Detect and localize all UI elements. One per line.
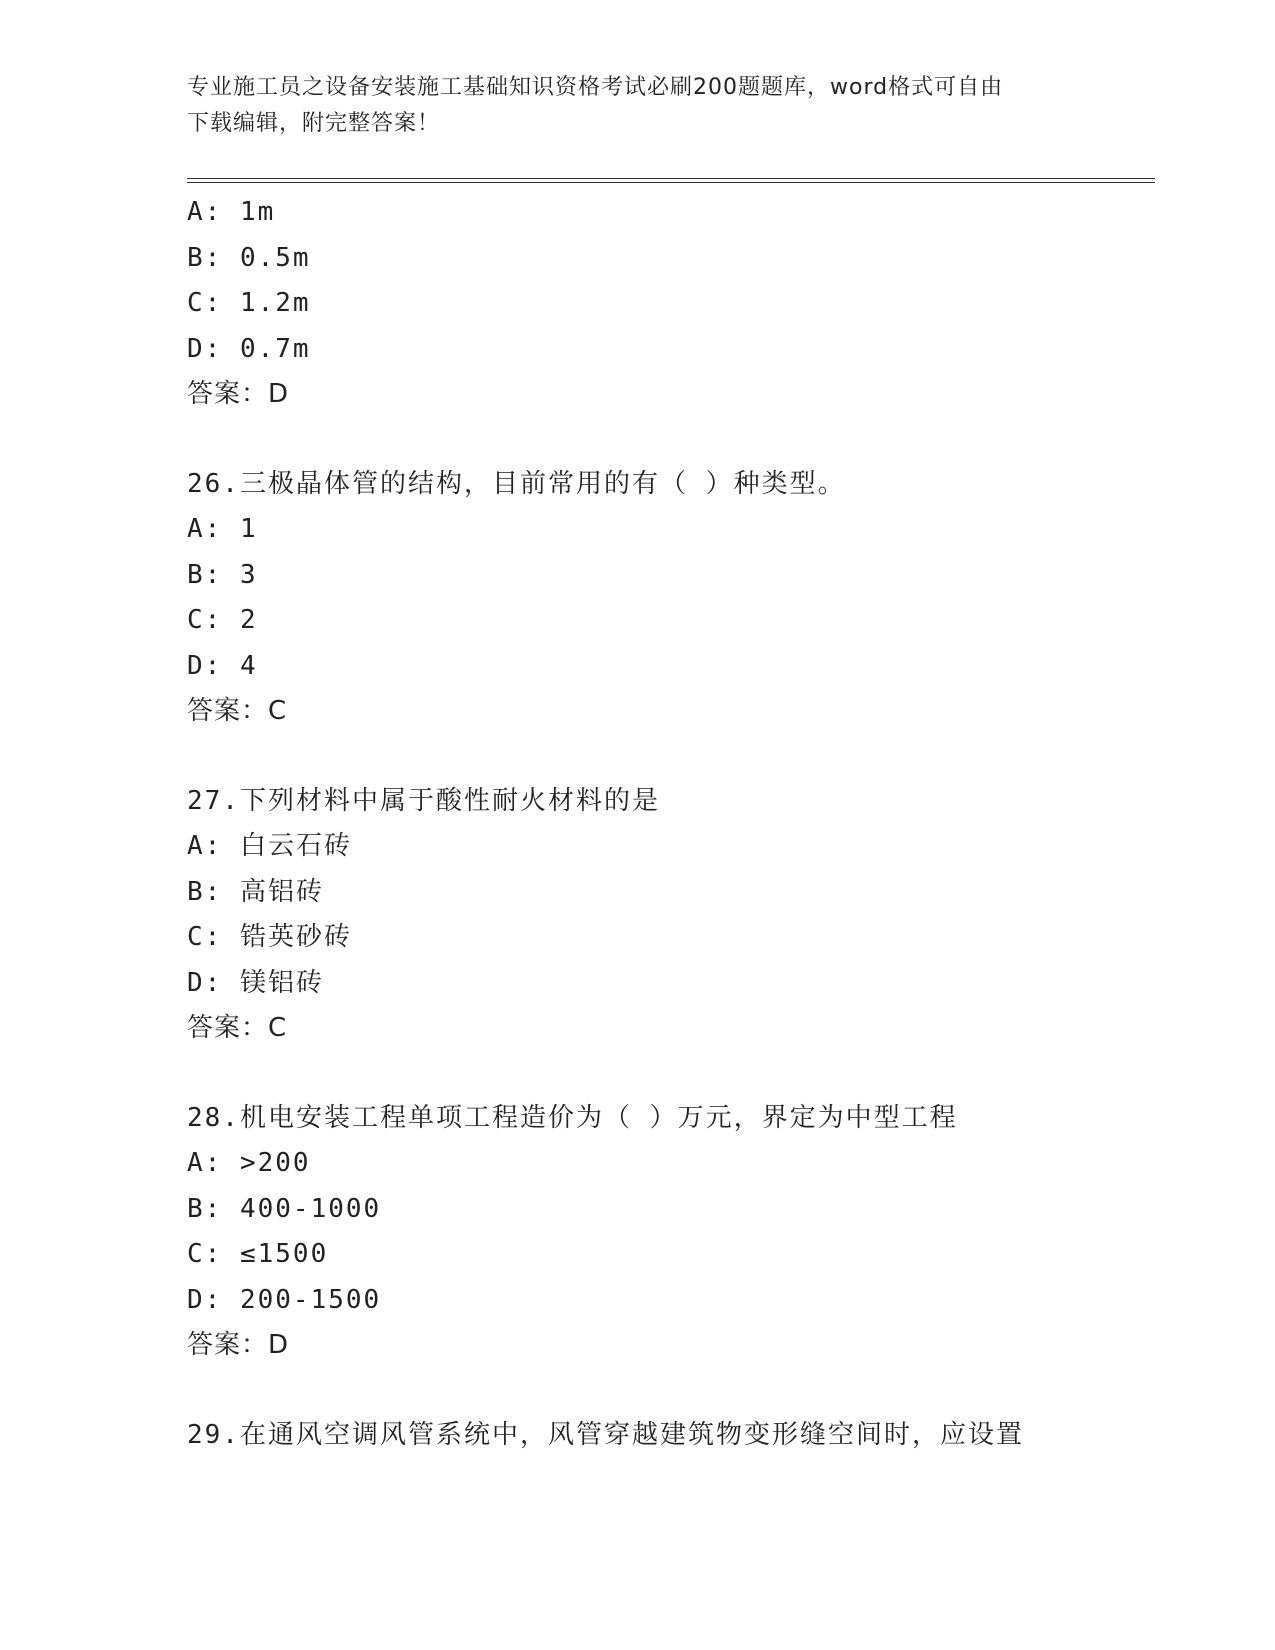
option-a: A: 1 [187, 514, 258, 544]
option-c: C: ≤1500 [187, 1239, 329, 1269]
question-26 [187, 462, 1155, 735]
answer: 答案：D [187, 379, 290, 409]
answer: 答案：C [187, 1013, 288, 1043]
question-text: 26.三极晶体管的结构，目前常用的有（ ）种类型。 [187, 468, 846, 499]
option-a: A: 1m [187, 197, 276, 227]
option-a: A: 白云石砖 [187, 831, 352, 861]
question-29 [187, 1413, 1155, 1459]
answer: 答案：C [187, 696, 288, 726]
header-divider-bottom [187, 182, 1155, 183]
option-d: D: 200-1500 [187, 1284, 382, 1315]
question-27 [187, 779, 1155, 1052]
answer: 答案：D [187, 1330, 290, 1360]
question-text: 29.在通风空调风管系统中，风管穿越建筑物变形缝空间时，应设置 [187, 1419, 1024, 1450]
question-text: 28.机电安装工程单项工程造价为（ ）万元，界定为中型工程 [187, 1102, 958, 1133]
question-text: 27.下列材料中属于酸性耐火材料的是 [187, 785, 660, 816]
option-c: C: 1.2m [187, 288, 311, 318]
option-b: B: 0.5m [187, 242, 311, 273]
option-d: D: 0.7m [187, 333, 311, 364]
header-line-1: 专业施工员之设备安装施工基础知识资格考试必刷200题题库，word格式可自由 [187, 75, 1004, 100]
option-d: D: 镁铝砖 [187, 967, 324, 998]
option-d: D: 4 [187, 650, 258, 681]
option-b: B: 高铝砖 [187, 876, 324, 907]
question-list [187, 190, 1155, 1458]
header-divider-top [187, 178, 1155, 179]
document-header [187, 70, 1067, 142]
header-line-2: 下载编辑，附完整答案！ [187, 111, 441, 136]
option-c: C: 2 [187, 605, 258, 635]
question-28 [187, 1096, 1155, 1369]
option-a: A: >200 [187, 1148, 311, 1178]
option-b: B: 3 [187, 559, 258, 590]
continued-question [187, 190, 1155, 418]
option-c: C: 锆英砂砖 [187, 922, 352, 952]
option-b: B: 400-1000 [187, 1193, 382, 1224]
